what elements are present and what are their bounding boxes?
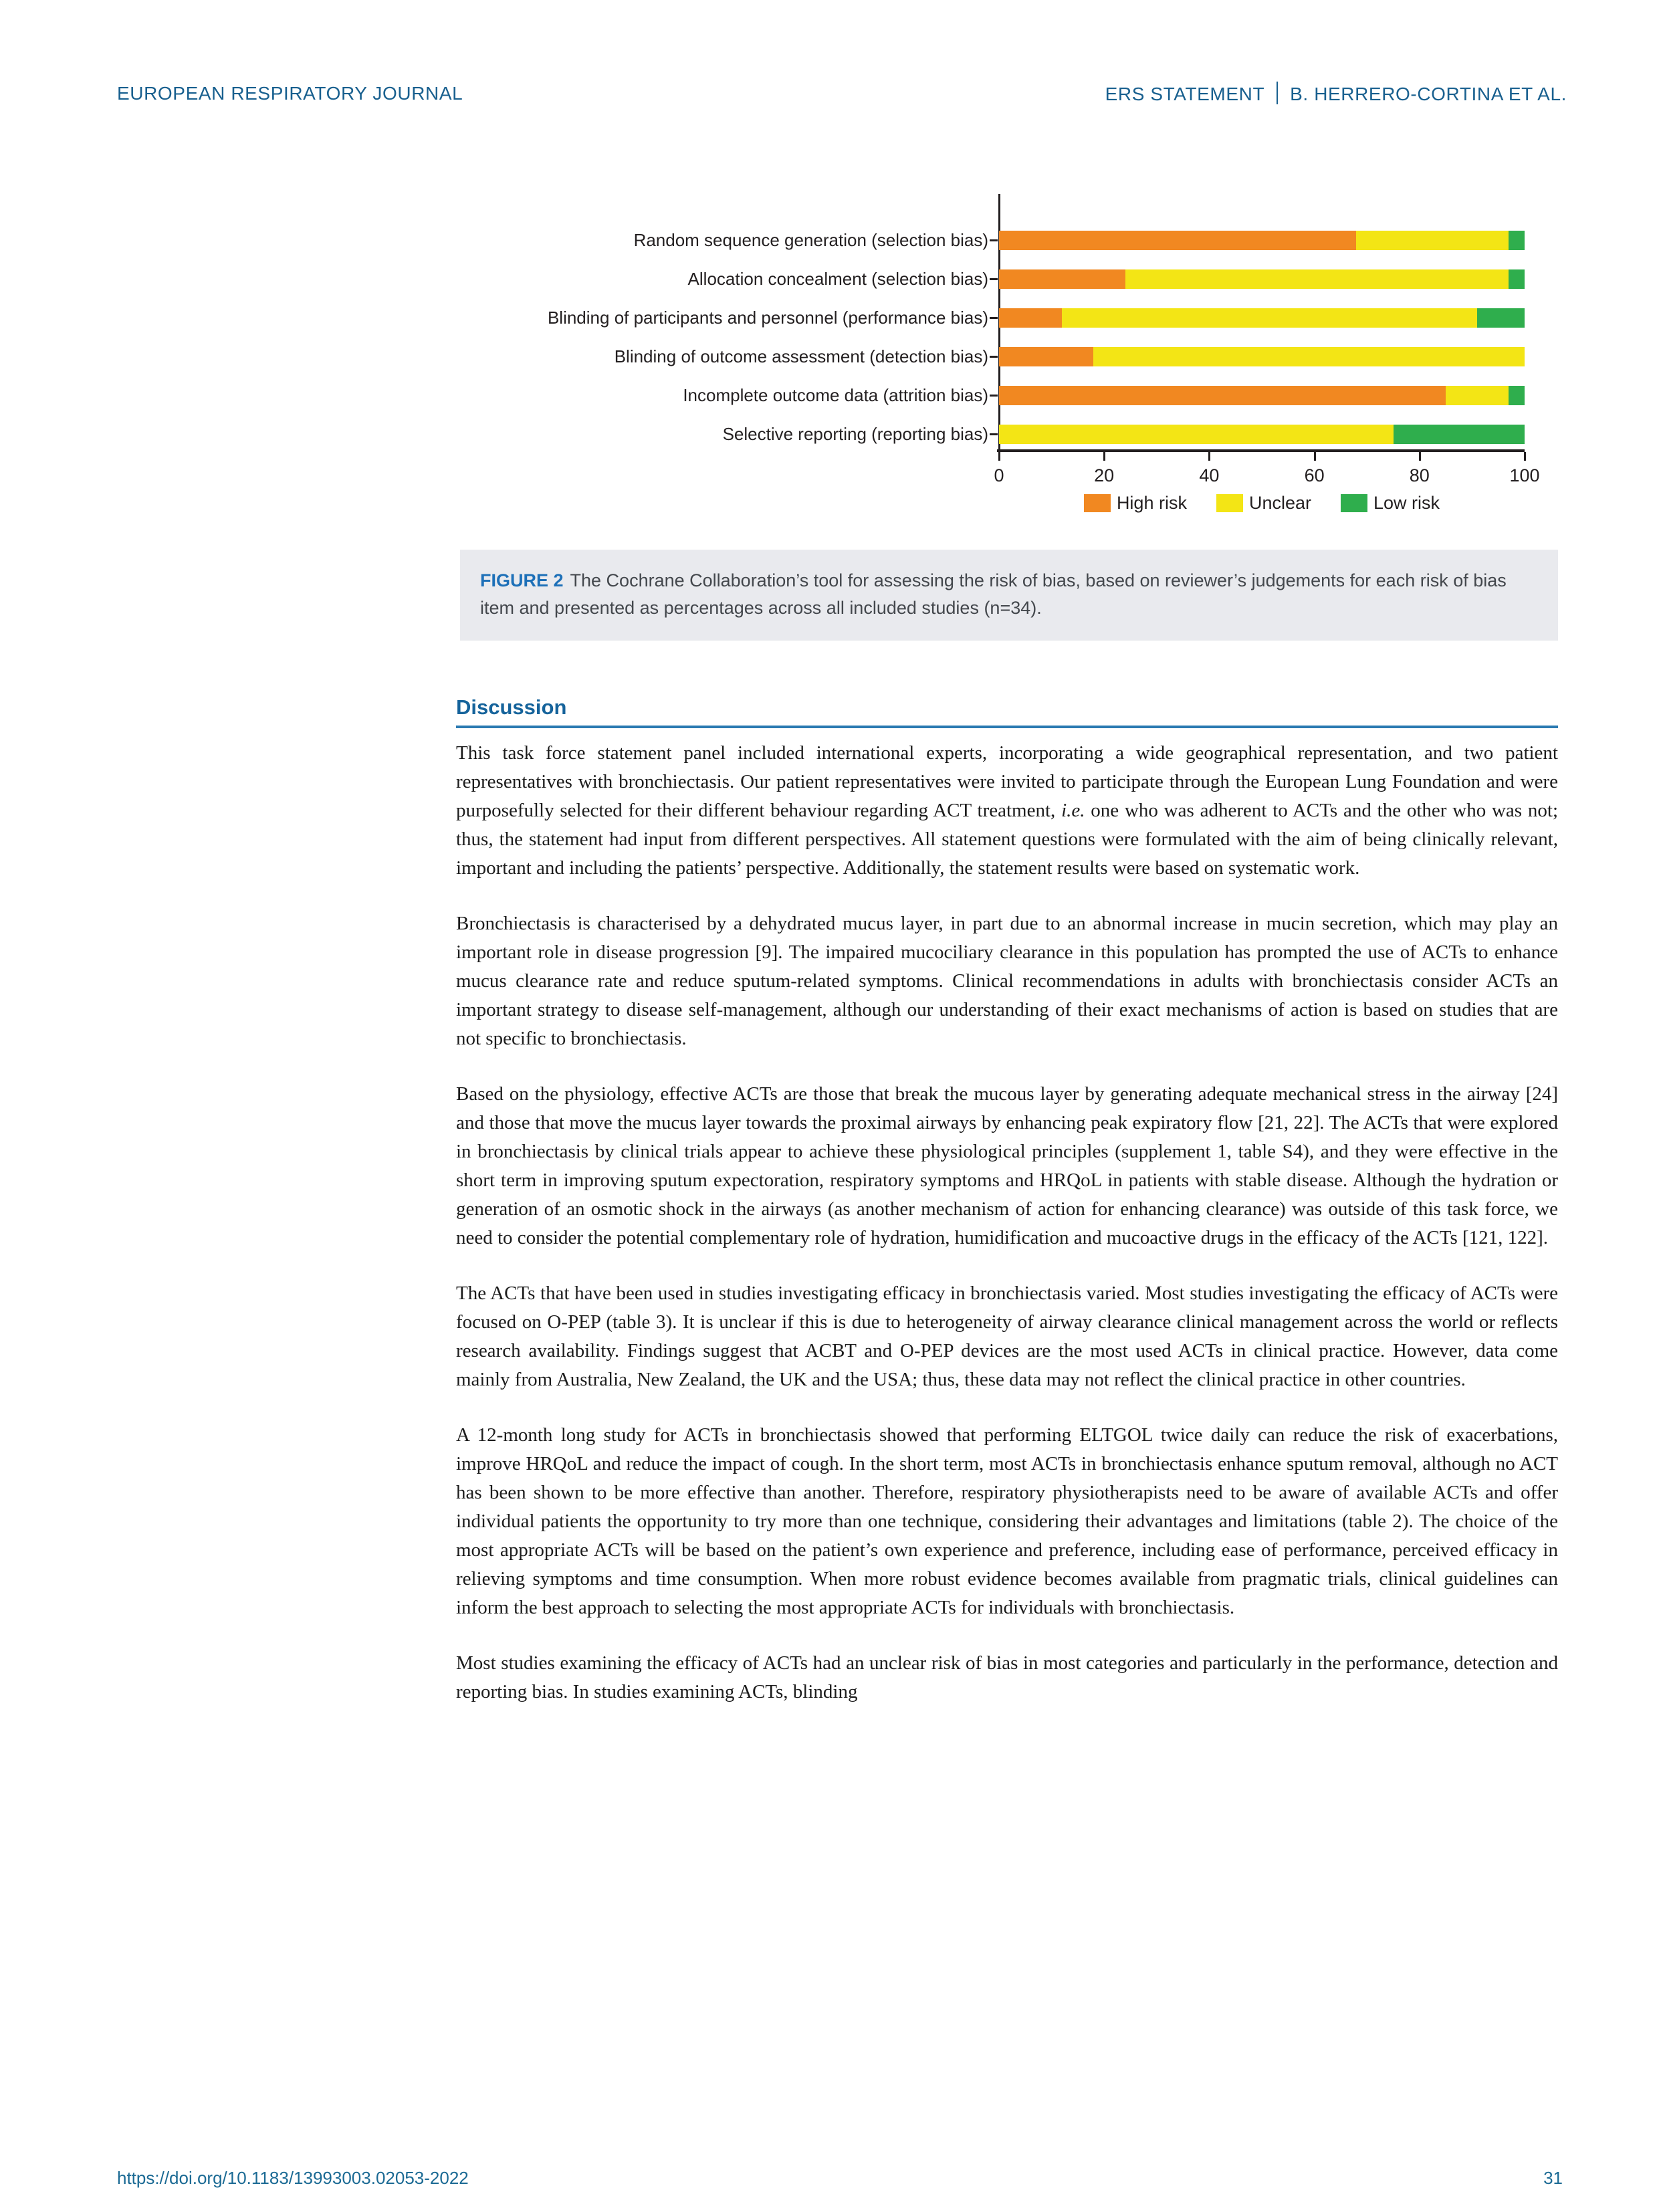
doi-link[interactable]: https://doi.org/10.1183/13993003.02053-2022 bbox=[117, 2168, 469, 2188]
chart-row bbox=[456, 376, 1558, 415]
legend-label: Low risk bbox=[1373, 493, 1440, 513]
bar-segment-high-risk bbox=[999, 308, 1062, 328]
x-tick-label: 100 bbox=[1509, 465, 1540, 485]
figure-caption-text: The Cochrane Collaboration’s tool for assessing the risk of bias, based on reviewer’s judgements for each risk of bias item and presented as percentages across all included studies (n=34). bbox=[480, 570, 1507, 618]
x-tick-label: 80 bbox=[1409, 465, 1430, 485]
x-tick-label: 20 bbox=[1094, 465, 1115, 485]
category-label: Selective reporting (reporting bias) bbox=[722, 423, 988, 444]
statement-type: ERS STATEMENT bbox=[1105, 84, 1265, 104]
legend-swatch-low-risk bbox=[1341, 494, 1367, 512]
x-tick-label: 60 bbox=[1304, 465, 1325, 485]
chart-legend bbox=[999, 493, 1525, 514]
legend-item-unclear bbox=[1216, 493, 1311, 514]
bar-segment-high-risk bbox=[999, 269, 1125, 289]
x-tick-label: 40 bbox=[1199, 465, 1220, 485]
bar-segment-unclear bbox=[1125, 269, 1509, 289]
bar-segment-low-risk bbox=[1509, 269, 1525, 289]
category-label: Allocation concealment (selection bias) bbox=[687, 268, 988, 289]
paragraph: Bronchiectasis is characterised by a dehydrated mucus layer, in part due to an abnormal increase in mucin secretion, which may play an important role in disease progression [9]. The impaired mucociliary clearance in this population has prompted the use of ACTs to enhance mucus clearance rate and reduce sputum-related symptoms. Clinical recommendations in adults with bronchiectasis consider ACTs an important strategy to disease self-management, although our understanding of their exact mechanisms of action is based on studies that are not specific to bronchiectasis. bbox=[456, 913, 1558, 1049]
legend-label: Unclear bbox=[1248, 493, 1312, 513]
chart-row bbox=[456, 337, 1558, 376]
bar-track bbox=[999, 347, 1525, 366]
bar-segment-unclear bbox=[1093, 347, 1525, 366]
x-tick-mark bbox=[1419, 452, 1421, 461]
journal-name: EUROPEAN RESPIRATORY JOURNAL bbox=[117, 83, 463, 104]
paragraph: The ACTs that have been used in studies investigating efficacy in bronchiectasis varied. Most studies investigating the efficacy of ACTs were focused on O-PEP (table 3). It is unclear if this is due to heterogeneity of airway clearance clinical management across the world or reflects research availability. Findings suggest that ACBT and O-PEP devices are the most used ACTs in clinical practice. However, data come mainly from Australia, New Zealand, the UK and the USA; thus, these data may not reflect the clinical practice in other countries. bbox=[456, 1283, 1558, 1390]
bar-track bbox=[999, 308, 1525, 328]
bar-track bbox=[999, 269, 1525, 289]
chart-row bbox=[456, 298, 1558, 337]
x-tick-mark bbox=[998, 452, 1000, 461]
paragraph: Most studies examining the efficacy of ACTs had an unclear risk of bias in most categories and particularly in the performance, detection and reporting bias. In studies examining ACTs, blinding bbox=[456, 1652, 1558, 1702]
legend-item-low-risk bbox=[1341, 493, 1440, 514]
bar-segment-unclear bbox=[999, 425, 1394, 444]
bar-segment-high-risk bbox=[999, 231, 1356, 250]
bar-segment-low-risk bbox=[1509, 231, 1525, 250]
header-separator bbox=[1277, 82, 1278, 104]
chart-row bbox=[456, 415, 1558, 453]
legend-swatch-unclear bbox=[1216, 494, 1243, 512]
chart-row bbox=[456, 259, 1558, 298]
legend-swatch-high-risk bbox=[1084, 494, 1111, 512]
x-axis-line bbox=[997, 449, 1525, 452]
chart-rows bbox=[456, 221, 1558, 453]
category-label: Blinding of outcome assessment (detection bias) bbox=[614, 346, 988, 366]
bar-track bbox=[999, 425, 1525, 444]
bar-track bbox=[999, 386, 1525, 405]
bar-segment-unclear bbox=[1446, 386, 1509, 405]
section-heading: Discussion bbox=[456, 695, 1558, 728]
bar-segment-unclear bbox=[1062, 308, 1477, 328]
category-label: Blinding of participants and personnel (performance bias) bbox=[547, 307, 988, 328]
legend-label: High risk bbox=[1116, 493, 1187, 513]
discussion-text bbox=[456, 739, 1558, 1706]
page-number: 31 bbox=[1543, 2168, 1563, 2188]
paragraph: Based on the physiology, effective ACTs are those that break the mucous layer by generating adequate mechanical stress in the airway [24] and those that move the mucus layer towards the proximal airways by enhancing peak expiratory flow [21, 22]. The ACTs that were explored in bronchiectasis by clinical trials appear to achieve these physiological principles (supplement 1, table S4), and they were effective in the short term in improving sputum expectoration, respiratory symptoms and HRQoL in patients with stable disease. Although the hydration or generation of an osmotic shock in the airways (as another mechanism of action for enhancing clearance) was outside of this task force, we need to consider the potential complementary role of hydration, humidification and mucoactive drugs in the efficacy of the ACTs [121, 122]. bbox=[456, 1083, 1558, 1248]
bar-segment-high-risk bbox=[999, 386, 1446, 405]
figure-caption bbox=[460, 550, 1558, 641]
bar-track bbox=[999, 231, 1525, 250]
bar-segment-low-risk bbox=[1394, 425, 1525, 444]
figure-label: FIGURE 2 bbox=[480, 570, 564, 590]
chart-row bbox=[456, 221, 1558, 259]
x-tick-mark bbox=[1208, 452, 1210, 461]
x-tick-mark bbox=[1103, 452, 1105, 461]
authors: B. HERRERO-CORTINA ET AL. bbox=[1290, 84, 1567, 104]
x-tick-mark bbox=[1524, 452, 1526, 461]
paragraph: A 12-month long study for ACTs in bronchiectasis showed that performing ELTGOL twice daily can reduce the risk of exacerbations, improve HRQoL and reduce the impact of cough. In the short term, most ACTs in bronchiectasis enhance sputum removal, although no ACT has been shown to be more effective than another. Therefore, respiratory physiotherapists need to be aware of available ACTs and offer individual patients the opportunity to try more than one technique, considering their advantages and limitations (table 2). The choice of the most appropriate ACTs will be based on the patient’s own experience and preference, including ease of performance, perceived efficacy in relieving symptoms and time consumption. When more robust evidence becomes available from pragmatic trials, clinical guidelines can inform the best approach to selecting the most appropriate ACTs for individuals with bronchiectasis. bbox=[456, 1424, 1558, 1618]
bar-segment-low-risk bbox=[1477, 308, 1525, 328]
x-tick-label: 0 bbox=[994, 465, 1004, 485]
paragraph: This task force statement panel included international experts, incorporating a wide geographical representation, and two patient representatives with bronchiectasis. Our patient representatives were invited to participate through the European Lung Foundation and were purposefully selected for their different behaviour regarding ACT treatment, i.e. one who was adherent to ACTs and the other who was not; thus, the statement had input from different perspectives. All statement questions were formulated with the aim of being clinically relevant, important and including the patients’ perspective. Additionally, the statement results were based on systematic work. bbox=[456, 742, 1558, 879]
legend-item-high-risk bbox=[1084, 493, 1187, 514]
x-tick-mark bbox=[1314, 452, 1316, 461]
category-label: Random sequence generation (selection bias) bbox=[633, 229, 988, 250]
bar-segment-high-risk bbox=[999, 347, 1093, 366]
category-label: Incomplete outcome data (attrition bias) bbox=[683, 384, 988, 405]
x-axis bbox=[994, 449, 1540, 530]
discussion-section bbox=[456, 695, 1558, 1733]
running-head bbox=[1105, 83, 1567, 106]
bar-segment-unclear bbox=[1356, 231, 1509, 250]
bar-segment-low-risk bbox=[1509, 386, 1525, 405]
risk-of-bias-chart bbox=[456, 191, 1558, 532]
